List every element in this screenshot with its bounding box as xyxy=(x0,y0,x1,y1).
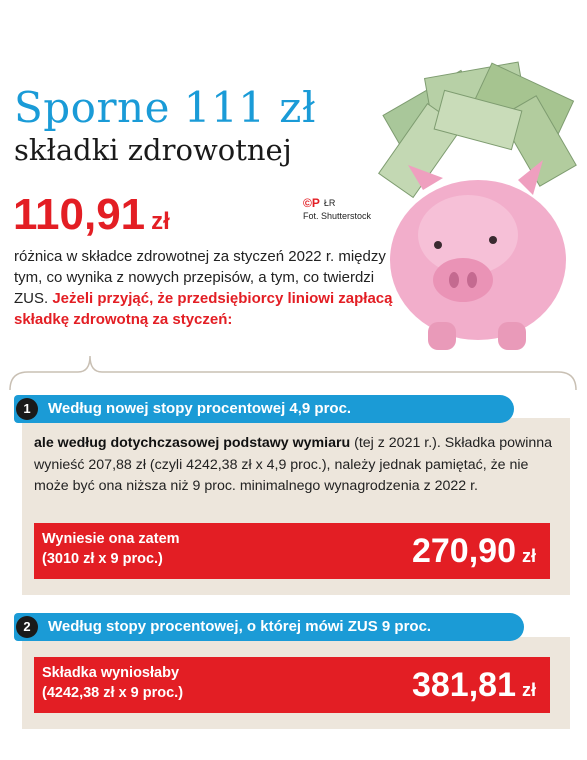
section-2-result-amount: 381,81 xyxy=(411,666,516,704)
section-1-result-label-line1: Wyniesie ona zatem xyxy=(42,531,180,547)
section-1-body-bold: ale według dotychczasowej podstawy wymiaru xyxy=(34,435,351,451)
section-1-result-label xyxy=(42,529,180,569)
big-number-unit: zł xyxy=(151,208,170,235)
publisher-logo-icon: ©P xyxy=(303,195,320,210)
section-1-heading-bar xyxy=(14,395,514,423)
section-1-result-label-line2: (3010 zł x 9 proc.) xyxy=(42,551,163,567)
headline-sub: składki zdrowotnej xyxy=(14,133,292,167)
intro-plain: różnica w składce zdrowotnej za styczeń 2022 r. między tym, co wynika z nowych przepisów, a tym, co twierdzi ZUS. xyxy=(14,248,386,307)
section-1-body xyxy=(34,433,564,498)
section-1-body-rest: (tej z 2021 r.). Składka powinna wynieść 207,88 zł (czyli 4242,38 zł x 4,9 proc.), należy jednak pamiętać, że nie może być ona niższa niż 9 proc. minimalnego wynagrodzenia z 2022 r. xyxy=(34,435,553,494)
section-2-result-label xyxy=(42,663,183,703)
author-initials: ŁR xyxy=(323,197,336,208)
intro-text xyxy=(14,246,404,330)
section-1-result-amount: 270,90 xyxy=(411,532,516,570)
section-2-result-box xyxy=(34,657,550,713)
headline-main: Sporne 111 zł xyxy=(14,83,317,132)
section-2-result-label-line2: (4242,38 zł x 9 proc.) xyxy=(42,685,184,701)
photo-credit xyxy=(303,196,371,222)
section-1-result-value xyxy=(412,529,536,578)
section-1-result-unit: zł xyxy=(521,546,536,566)
section-1-result-box xyxy=(34,523,550,579)
section-2-heading-bar xyxy=(14,613,524,641)
photo-source: Fot. Shutterstock xyxy=(303,210,372,221)
section-2-heading: Według stopy procentowej, o której mówi ZUS 9 proc. xyxy=(48,618,432,635)
brace-divider xyxy=(8,352,578,392)
section-2-result-value xyxy=(412,663,536,712)
section-1-number-badge: 1 xyxy=(16,398,38,420)
banknotes-icon xyxy=(379,62,576,197)
section-2-result-label-line1: Składka wyniosłaby xyxy=(42,665,180,681)
section-2-result-unit: zł xyxy=(521,680,536,700)
intro-highlight: Jeżeli przyjąć, że przedsiębiorcy liniowi zapłacą składkę zdrowotną za styczeń: xyxy=(14,290,393,328)
section-1-heading: Według nowej stopy procentowej 4,9 proc. xyxy=(48,400,352,417)
section-2-number-badge: 2 xyxy=(16,616,38,638)
big-number-value: 110,91 xyxy=(13,190,146,239)
big-number xyxy=(13,190,170,247)
